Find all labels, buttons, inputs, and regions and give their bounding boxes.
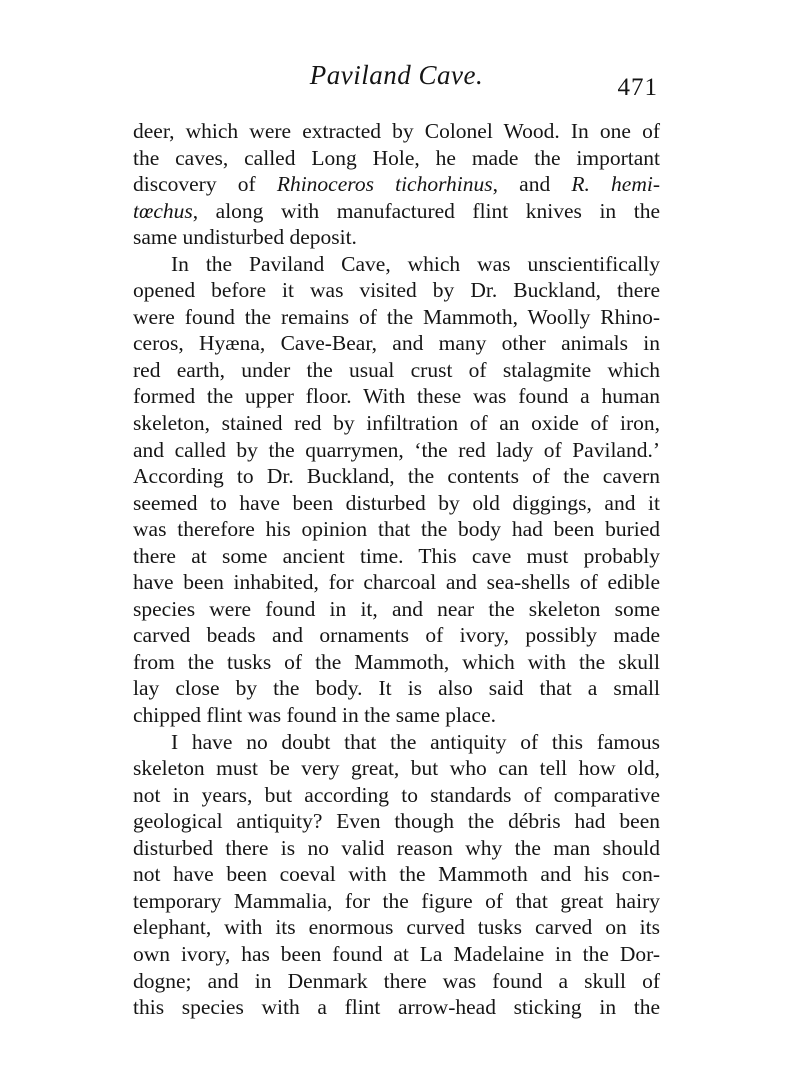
text-line [133, 702, 660, 729]
text-run: dogne; and in Denmark there was found a skull of [133, 968, 660, 993]
text-line [133, 145, 660, 172]
text-run: discovery of [133, 172, 277, 197]
text-line [133, 729, 660, 756]
text-run: ceros, Hyæna, Cave-Bear, and many other animals in [133, 331, 660, 356]
text-run: deer, which were extracted by Colonel Wood. In one of [133, 119, 660, 143]
text-run: temporary Mammalia, for the figure of that great hairy [133, 888, 660, 913]
text-line [133, 914, 660, 941]
italic-text: Rhinoceros tichorhinus [276, 172, 493, 197]
text-run: According to Dr. Buckland, the contents of the cavern [133, 464, 660, 489]
text-run: this species with a flint arrow-head sticking in the [133, 995, 660, 1020]
text-line [133, 755, 660, 782]
text-run: skeleton must be very great, but who can tell how old, [133, 756, 660, 781]
text-run: was therefore his opinion that the body had been buried [133, 517, 660, 542]
text-run: opened before it was visited by Dr. Buckland, there [133, 278, 660, 303]
text-line [133, 861, 660, 888]
text-line [133, 383, 660, 410]
text-line [133, 622, 660, 649]
text-line [133, 171, 660, 198]
italic-text: tœchus [133, 198, 193, 223]
text-run: carved beads and ornaments of ivory, possibly made [133, 623, 660, 648]
text-line [133, 941, 660, 968]
text-run: seemed to have been disturbed by old diggings, and it [133, 490, 660, 515]
text-line [133, 675, 660, 702]
text-run: formed the upper floor. With these was found a human [133, 384, 660, 409]
text-run: not in years, but according to standards of comparative [133, 782, 660, 807]
text-line [133, 463, 660, 490]
text-run: skeleton, stained red by infiltration of an oxide of iron, [133, 411, 660, 436]
paragraph [133, 118, 660, 251]
running-title: Paviland Cave. [309, 60, 484, 90]
text-run: disturbed there is no valid reason why the man should [133, 835, 660, 860]
text-line [133, 994, 660, 1021]
text-line [133, 835, 660, 862]
text-line [133, 808, 660, 835]
text-run: the caves, called Long Hole, he made the important [133, 145, 660, 170]
text-run: species were found in it, and near the skeleton some [133, 596, 660, 621]
text-line [133, 596, 660, 623]
text-line [133, 782, 660, 809]
text-line [133, 437, 660, 464]
text-line [133, 118, 660, 145]
text-line [133, 410, 660, 437]
text-run: red earth, under the usual crust of stalagmite which [133, 357, 660, 382]
page-header [133, 60, 660, 100]
text-run: same undisturbed deposit. [133, 225, 357, 250]
text-run: geological antiquity? Even though the débris had been [133, 809, 660, 834]
body-text [133, 118, 660, 1021]
text-run: I have no doubt that the antiquity of this famous [171, 729, 660, 754]
text-run: , along with manufactured flint knives in the [192, 198, 660, 223]
text-line [133, 516, 660, 543]
text-line [133, 304, 660, 331]
text-line [133, 543, 660, 570]
italic-text: R. hemi- [571, 172, 661, 197]
text-run: , and [492, 172, 572, 197]
text-line [133, 649, 660, 676]
text-run: own ivory, has been found at La Madelaine in the Dor- [133, 941, 660, 966]
paragraph [133, 251, 660, 729]
text-run: have been inhabited, for charcoal and sea-shells of edible [133, 570, 660, 595]
text-line [133, 251, 660, 278]
text-run: and called by the quarrymen, ‘the red lady of Paviland.’ [133, 437, 660, 462]
text-run: chipped flint was found in the same place. [133, 703, 497, 728]
text-line [133, 888, 660, 915]
text-line [133, 968, 660, 995]
text-line [133, 277, 660, 304]
text-run: from the tusks of the Mammoth, which with the skull [133, 649, 660, 674]
text-run: not have been coeval with the Mammoth and his con- [133, 862, 660, 887]
paragraph [133, 729, 660, 1021]
text-line [133, 330, 660, 357]
text-run: elephant, with its enormous curved tusks carved on its [133, 915, 660, 940]
text-line [133, 569, 660, 596]
text-line [133, 224, 660, 251]
text-line [133, 490, 660, 517]
text-line [133, 198, 660, 225]
text-run: there at some ancient time. This cave must probably [133, 543, 660, 568]
text-run: lay close by the body. It is also said that a small [133, 676, 660, 701]
page-number: 471 [617, 74, 658, 101]
text-run: In the Paviland Cave, which was unscientifically [171, 251, 660, 276]
text-run: were found the remains of the Mammoth, Woolly Rhino- [133, 304, 660, 329]
text-line [133, 357, 660, 384]
